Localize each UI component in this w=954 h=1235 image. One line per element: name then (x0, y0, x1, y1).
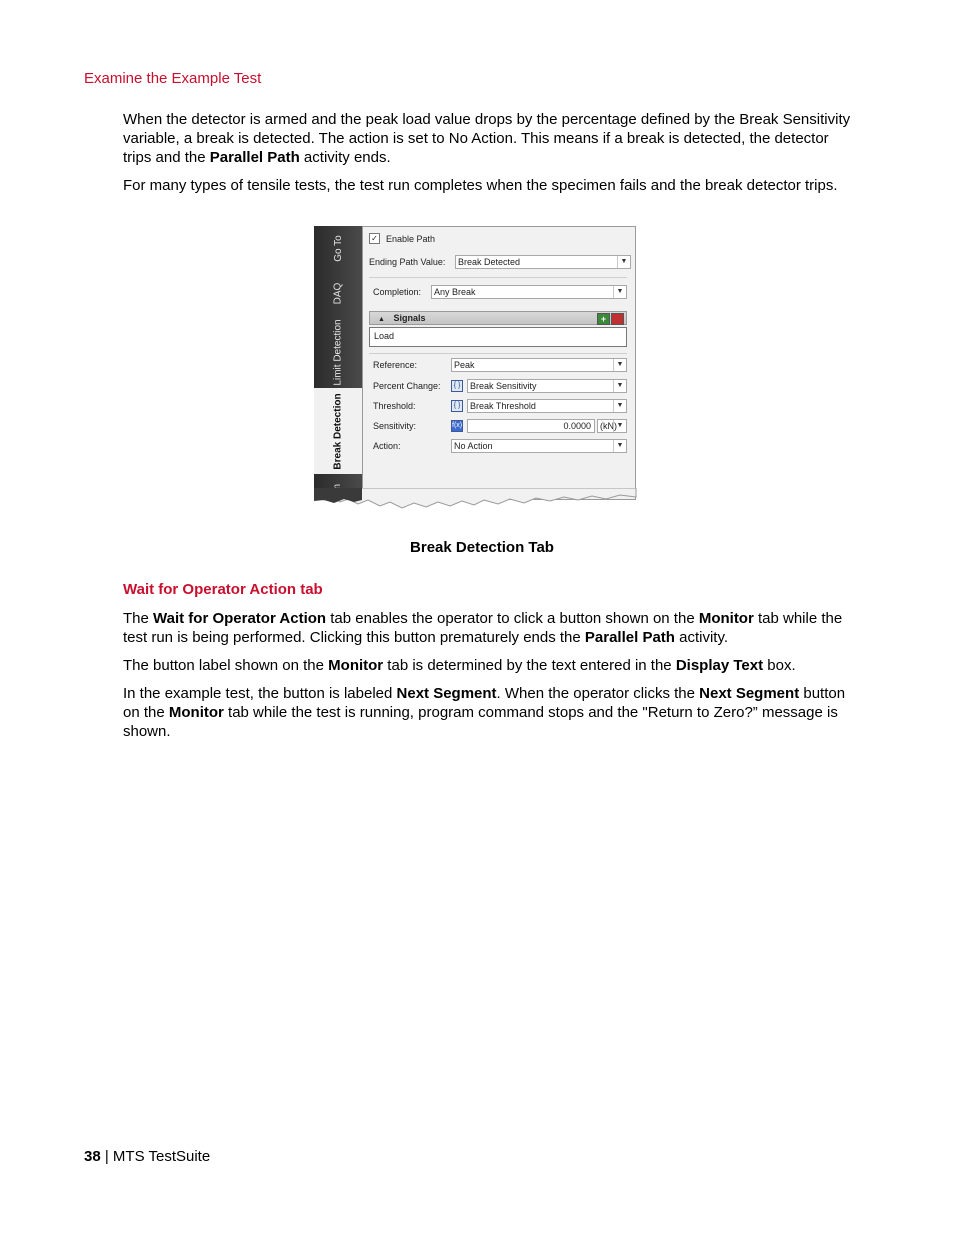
tab-daq[interactable]: DAQ (332, 282, 344, 304)
percent-change-label: Percent Change: (373, 381, 441, 391)
figure-caption: Break Detection Tab (410, 539, 554, 556)
threshold-label: Threshold: (373, 401, 416, 411)
sensitivity-unit-select[interactable]: (kN) ▼ (597, 419, 627, 433)
vertical-tab-strip (314, 226, 362, 500)
enable-path-row (369, 233, 435, 244)
action-label: Action: (373, 441, 401, 451)
reference-select[interactable]: Peak ▼ (451, 358, 627, 372)
divider (369, 353, 627, 354)
variable-icon[interactable]: { } (451, 380, 463, 392)
threshold-select[interactable]: Break Threshold ▼ (467, 399, 627, 413)
tab-go-to[interactable]: Go To (332, 234, 344, 262)
paragraph-example-test: In the example test, the button is labeled Next Segment. When the operator clicks the Next Segment button on the Monitor tab while the test is running, program command stops and the "Return to Zero?” message is shown. (123, 685, 846, 740)
calculation-icon[interactable]: f(x) (451, 420, 463, 432)
chevron-down-icon: ▼ (613, 359, 626, 371)
paragraph-break-detection: When the detector is armed and the peak load value drops by the percentage defined by the Break Sensitivity variable, a break is detected. The action is set to No Action. This means if a break is detected, the detector trips and the Parallel Path activity ends. (123, 111, 851, 166)
add-signal-button[interactable]: + (597, 313, 610, 325)
section-heading: Wait for Operator Action tab (123, 581, 323, 598)
document-title: MTS TestSuite (112, 1148, 211, 1165)
running-head: Examine the Example Test (84, 70, 262, 87)
tab-break-detection[interactable]: Break Detection (314, 388, 362, 474)
tab-limit-detection[interactable]: Limit Detection (332, 318, 344, 386)
break-detection-panel (362, 226, 636, 500)
completion-label: Completion: (373, 287, 422, 297)
chevron-down-icon: ▼ (613, 440, 626, 452)
chevron-down-icon: ▼ (613, 380, 626, 392)
paragraph-wait-for-operator: The Wait for Operator Action tab enables the operator to click a button shown on the Monitor tab while the test run is being performed. Clicking this button prematurely ends the Parallel Path activity. (123, 610, 843, 646)
completion-select[interactable]: Any Break ▼ (431, 285, 627, 299)
chevron-down-icon: ▼ (613, 400, 626, 412)
completion-row (373, 285, 627, 299)
remove-signal-button[interactable] (611, 313, 624, 325)
signals-list (369, 327, 627, 347)
action-row (373, 439, 627, 453)
chevron-down-icon: ▼ (613, 420, 626, 432)
ending-path-label: Ending Path Value: (369, 257, 446, 267)
ending-path-select[interactable]: Break Detected ▼ (455, 255, 631, 269)
ending-path-row (369, 255, 631, 269)
break-detection-screenshot (314, 226, 644, 518)
torn-edge (314, 488, 644, 518)
chevron-down-icon: ▼ (617, 256, 630, 268)
expand-icon: ▲ (378, 316, 385, 323)
chevron-down-icon: ▼ (613, 286, 626, 298)
signals-header[interactable]: ▲ Signals + (369, 311, 627, 325)
page-number: 38 (84, 1148, 101, 1165)
reference-label: Reference: (373, 360, 418, 370)
signal-item-load[interactable]: Load (374, 331, 395, 341)
percent-change-select[interactable]: Break Sensitivity ▼ (467, 379, 627, 393)
enable-path-checkbox[interactable]: ✓ (369, 233, 380, 244)
variable-icon[interactable]: { } (451, 400, 463, 412)
reference-row (373, 358, 627, 372)
action-select[interactable]: No Action ▼ (451, 439, 627, 453)
enable-path-label: Enable Path (386, 233, 436, 244)
sensitivity-input[interactable]: 0.0000 (467, 419, 595, 433)
paragraph-tensile-tests: For many types of tensile tests, the test run completes when the specimen fails and the break detector trips. (123, 177, 838, 194)
sensitivity-row (373, 419, 627, 433)
paragraph-button-label: The button label shown on the Monitor tab is determined by the text entered in the Display Text box. (123, 657, 796, 674)
sensitivity-label: Sensitivity: (373, 421, 417, 431)
threshold-row (373, 399, 627, 413)
divider (369, 277, 627, 278)
page-footer: 38 | MTS TestSuite (84, 1148, 211, 1165)
percent-change-row (373, 379, 627, 393)
